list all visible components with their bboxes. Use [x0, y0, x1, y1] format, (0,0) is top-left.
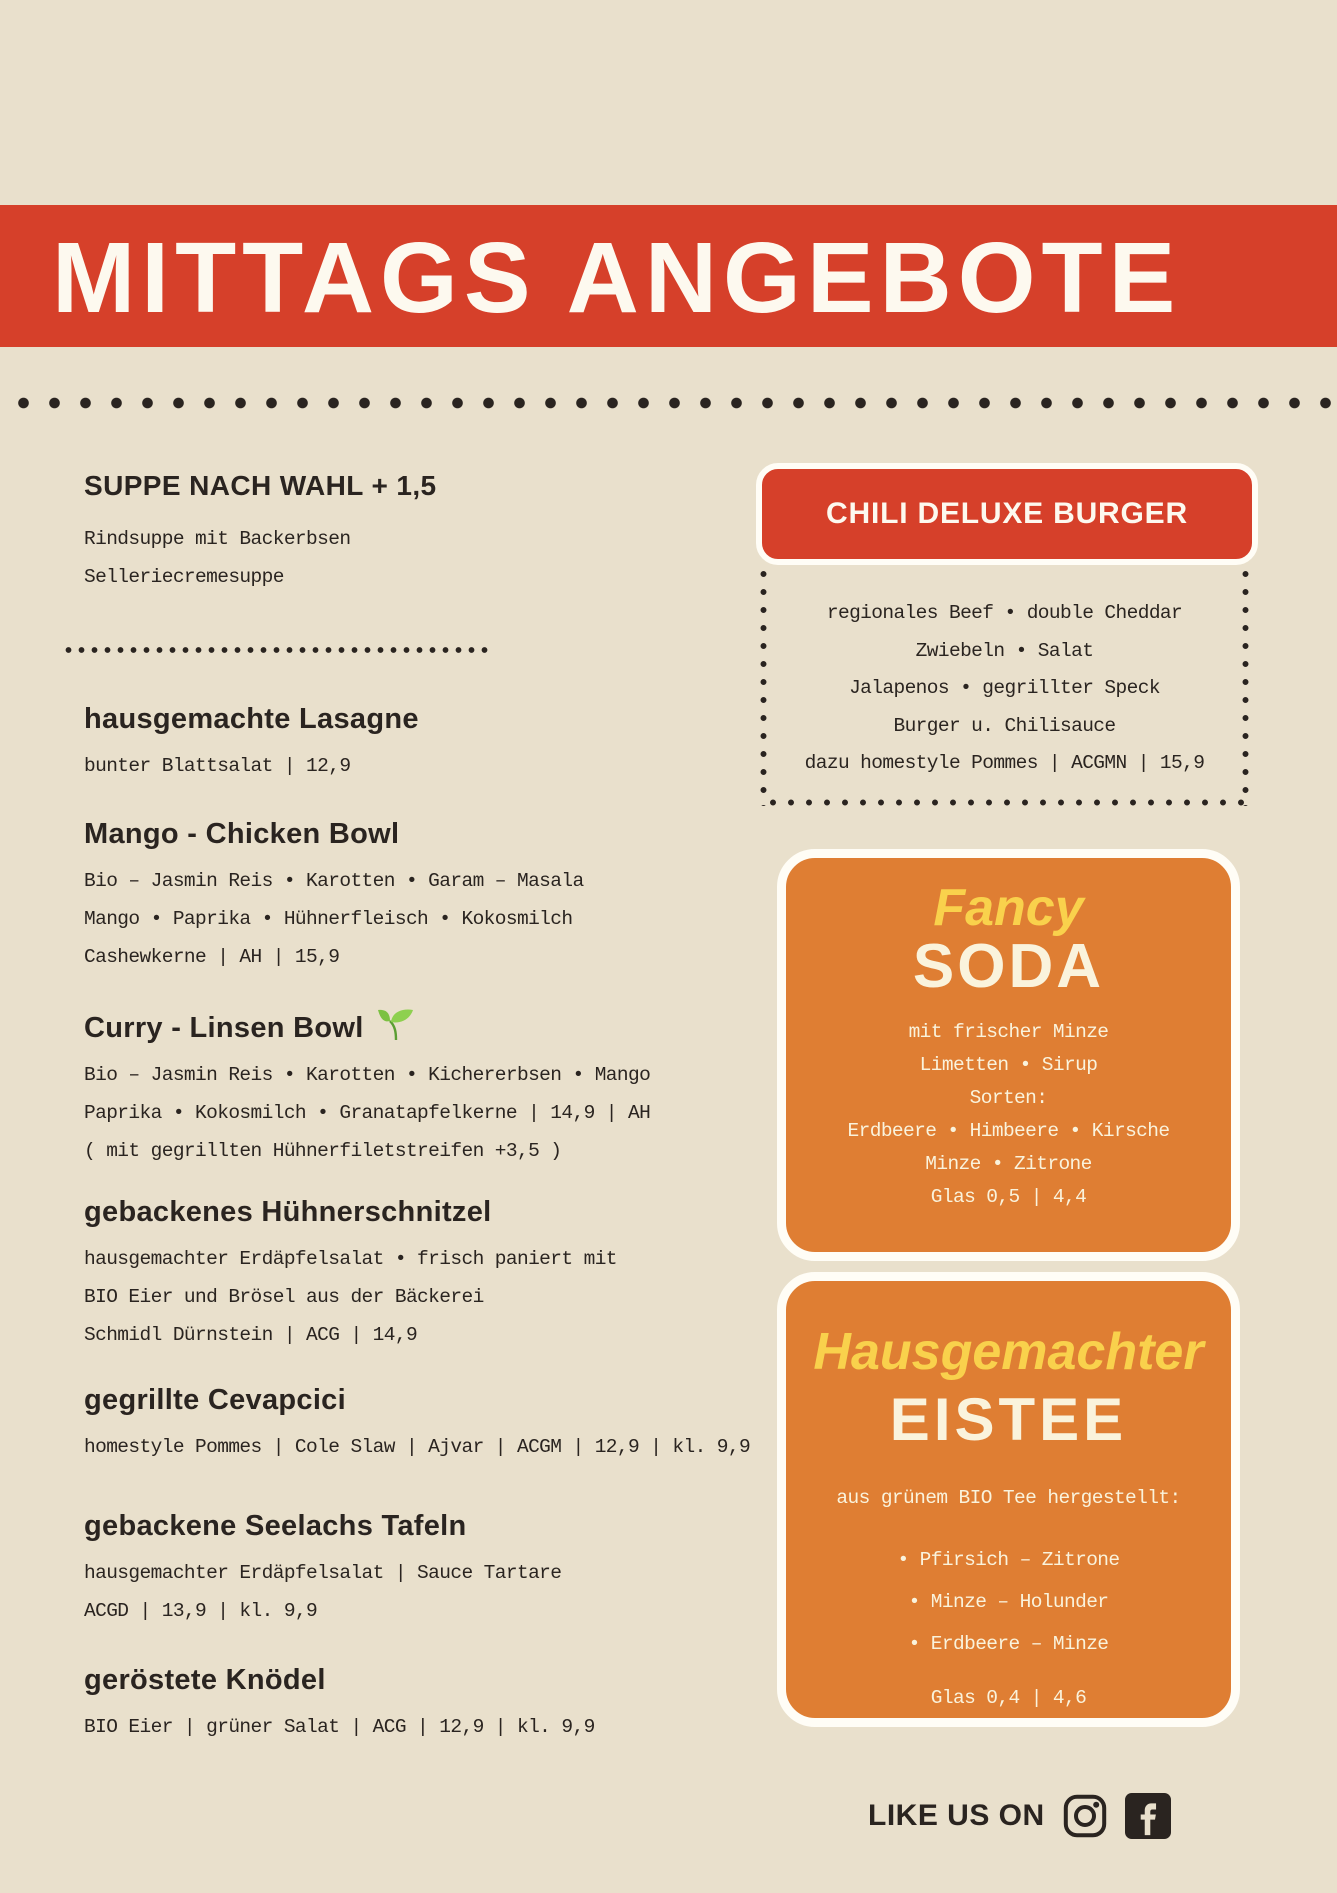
description-line: ACGD | 13,9 | kl. 9,9	[84, 1600, 318, 1622]
eistee-subtitle: aus grünem BIO Tee hergestellt:	[836, 1487, 1181, 1509]
menu-item-title-text: Mango - Chicken Bowl	[84, 818, 400, 850]
menu-item-title	[84, 1384, 724, 1416]
description-line: Jalapenos • gegrillter Speck	[849, 677, 1160, 699]
special-burger-card	[760, 565, 1249, 806]
description-line: BIO Eier und Brösel aus der Bäckerei	[84, 1286, 484, 1308]
menu-item-mango-chicken-bowl	[84, 818, 724, 976]
flavor-line: • Minze – Holunder	[908, 1591, 1109, 1613]
dotted-divider-top	[0, 397, 1337, 409]
description-line: hausgemachter Erdäpfelsalat | Sauce Tartare	[84, 1562, 562, 1584]
description-line: Minze • Zitrone	[925, 1153, 1092, 1175]
special-soda-card	[777, 849, 1240, 1261]
special-burger-description	[767, 595, 1242, 783]
menu-item-title: SUPPE NACH WAHL + 1,5	[84, 470, 437, 501]
description-line: Zwiebeln • Salat	[915, 639, 1094, 662]
menu-item-seelachs-tafeln	[84, 1510, 724, 1630]
eistee-subtitle-wrap	[786, 1483, 1231, 1513]
description-line: BIO Eier | grüner Salat | ACG | 12,9 | kl. 9,9	[84, 1716, 595, 1738]
menu-item-geroestete-knoedel	[84, 1664, 724, 1746]
menu-item-title	[84, 1196, 724, 1228]
dotted-border-left	[760, 565, 767, 806]
social-footer	[868, 1792, 1171, 1840]
menu-item-title-text: hausgemachte Lasagne	[84, 703, 419, 735]
soda-title: SODA	[912, 932, 1105, 1001]
special-burger-title: CHILI DELUXE BURGER	[826, 497, 1188, 530]
description-line: regionales Beef • double Cheddar	[826, 602, 1183, 624]
soda-price: Glas 0,5 | 4,4	[930, 1186, 1087, 1208]
title-banner	[0, 205, 1337, 347]
menu-item-cevapcici	[84, 1384, 751, 1466]
flavor-line: • Pfirsich – Zitrone	[897, 1549, 1120, 1571]
description-line: Limetten • Sirup	[919, 1054, 1098, 1076]
soda-description	[786, 1016, 1231, 1214]
menu-item-title-text: gebackene Seelachs Tafeln	[84, 1510, 467, 1542]
description-line: Burger u. Chilisauce	[893, 714, 1116, 737]
menu-item-title	[84, 1006, 724, 1044]
description-line: Rindsuppe mit Backerbsen	[84, 528, 351, 550]
instagram-icon[interactable]	[1061, 1792, 1109, 1840]
menu-item-title	[84, 818, 724, 850]
description-line: homestyle Pommes | Cole Slaw | Ajvar | ACGM | 12,9 | kl. 9,9	[84, 1436, 751, 1458]
description-line: ( mit gegrillten Hühnerfiletstreifen +3,5 )	[84, 1140, 562, 1162]
flavor-line: • Erdbeere – Minze	[908, 1633, 1109, 1655]
menu-item-title	[84, 1664, 724, 1696]
dotted-border-right	[1242, 565, 1249, 806]
description-line: Schmidl Dürnstein | ACG | 14,9	[84, 1324, 418, 1346]
menu-item-title-text: gegrillte Cevapcici	[84, 1384, 346, 1416]
description-line: Bio – Jasmin Reis • Karotten • Kichererbsen • Mango	[84, 1064, 651, 1086]
menu-item-soup	[84, 470, 724, 596]
menu-item-description	[84, 1056, 724, 1170]
menu-item-lasagne	[84, 703, 724, 785]
page-title: MITTAGS ANGEBOTE	[52, 222, 1182, 334]
menu-item-description	[84, 1708, 724, 1746]
description-line: Sorten:	[969, 1087, 1048, 1109]
special-burger-banner	[756, 463, 1258, 565]
menu-item-description	[84, 747, 724, 785]
menu-item-title	[84, 1510, 724, 1542]
menu-item-huehnerschnitzel	[84, 1196, 724, 1354]
description-line: Paprika • Kokosmilch • Granatapfelkerne | 14,9 | AH	[84, 1102, 651, 1124]
description-line: bunter Blattsalat | 12,9	[84, 755, 351, 777]
like-us-label: LIKE US ON	[868, 1799, 1045, 1832]
description-line: Cashewkerne | AH | 15,9	[84, 946, 340, 968]
eistee-title: EISTEE	[889, 1386, 1128, 1453]
special-eistee-card	[777, 1272, 1240, 1727]
description-line: Selleriecremesuppe	[84, 566, 284, 588]
eistee-flavors	[786, 1539, 1231, 1665]
description-line: mit frischer Minze	[908, 1021, 1109, 1043]
menu-item-description	[84, 1428, 751, 1466]
menu-item-description	[84, 520, 724, 596]
menu-item-curry-linsen-bowl	[84, 1006, 724, 1170]
description-line: Bio – Jasmin Reis • Karotten • Garam – Masala	[84, 870, 584, 892]
sprout-icon	[376, 1006, 416, 1042]
dotted-divider-soup	[62, 646, 494, 654]
menu-item-title-text: geröstete Knödel	[84, 1664, 326, 1696]
menu-item-title-text: Curry - Linsen Bowl	[84, 1012, 364, 1044]
menu-item-title-text: gebackenes Hühnerschnitzel	[84, 1196, 492, 1228]
eistee-price-wrap	[786, 1679, 1231, 1717]
description-line: dazu homestyle Pommes | ACGMN | 15,9	[804, 752, 1205, 774]
description-line: Erdbeere • Himbeere • Kirsche	[847, 1120, 1170, 1142]
menu-item-description	[84, 1240, 724, 1354]
description-line: Mango • Paprika • Hühnerfleisch • Kokosmilch	[84, 908, 573, 930]
menu-item-title	[84, 703, 724, 735]
eistee-script-title: Hausgemachter	[813, 1323, 1204, 1381]
soda-script-title: Fancy	[933, 879, 1084, 937]
facebook-icon[interactable]	[1125, 1793, 1171, 1839]
description-line: hausgemachter Erdäpfelsalat • frisch paniert mit	[84, 1248, 617, 1270]
dotted-border-bottom	[760, 799, 1249, 806]
menu-item-description	[84, 862, 724, 976]
menu-item-description	[84, 1554, 724, 1630]
eistee-price: Glas 0,4 | 4,6	[930, 1687, 1087, 1709]
